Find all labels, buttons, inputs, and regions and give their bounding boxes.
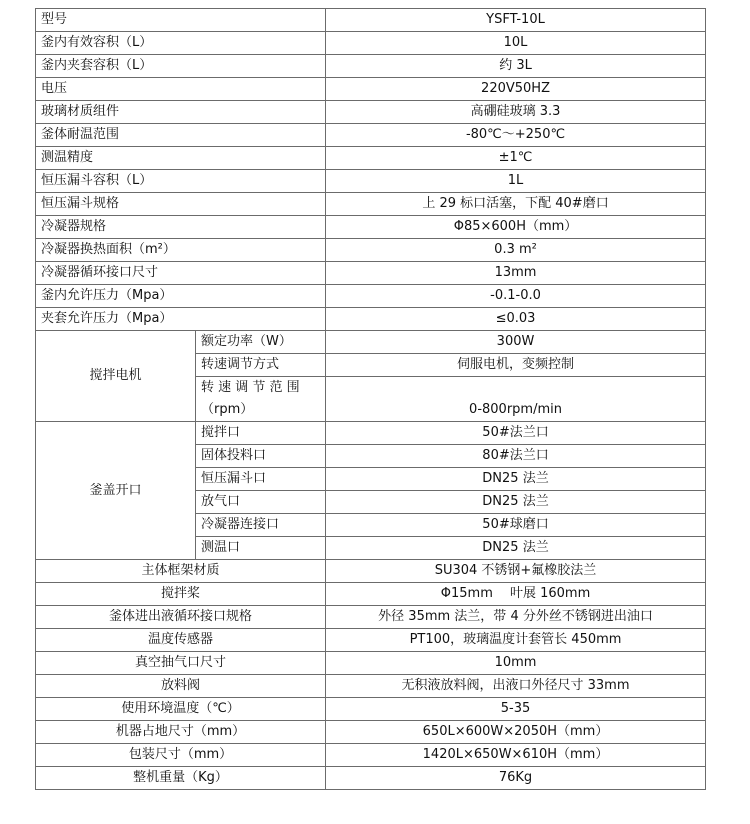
row-value: 13mm — [326, 262, 706, 285]
group-label-motor: 搅拌电机 — [36, 331, 196, 422]
row-label: 型号 — [36, 9, 326, 32]
row-label: 玻璃材质组件 — [36, 101, 326, 124]
sub-label: 固体投料口 — [196, 445, 326, 468]
row-value: DN25 法兰 — [326, 537, 706, 560]
row-label: 夹套允许压力（Mpa） — [36, 308, 326, 331]
table-row — [36, 147, 706, 170]
table-row — [36, 170, 706, 193]
table-row — [36, 101, 706, 124]
row-value: 5-35 — [326, 698, 706, 721]
row-value: Φ15mm 叶展 160mm — [326, 583, 706, 606]
table-row — [36, 216, 706, 239]
table-row — [36, 767, 706, 790]
row-value: 0.3 m² — [326, 239, 706, 262]
sub-label: 额定功率（W） — [196, 331, 326, 354]
row-value: SU304 不锈钢+氟橡胶法兰 — [326, 560, 706, 583]
row-value: 10L — [326, 32, 706, 55]
row-value: YSFT-10L — [326, 9, 706, 32]
sub-label: 搅拌口 — [196, 422, 326, 445]
row-value: 220V50HZ — [326, 78, 706, 101]
table-row — [36, 32, 706, 55]
row-value: 约 3L — [326, 55, 706, 78]
row-value: ≤0.03 — [326, 308, 706, 331]
table-row — [36, 193, 706, 216]
table-row — [36, 55, 706, 78]
table-row — [36, 78, 706, 101]
sub-label: 测温口 — [196, 537, 326, 560]
row-value: 80#法兰口 — [326, 445, 706, 468]
table-row — [36, 422, 706, 445]
table-row — [36, 124, 706, 147]
row-value: PT100，玻璃温度计套管长 450mm — [326, 629, 706, 652]
table-row — [36, 721, 706, 744]
table-row — [36, 331, 706, 354]
row-label: 放料阀 — [36, 675, 326, 698]
row-label: 釜体进出液循环接口规格 — [36, 606, 326, 629]
row-label: 主体框架材质 — [36, 560, 326, 583]
table-row — [36, 262, 706, 285]
sub-label: 恒压漏斗口 — [196, 468, 326, 491]
row-label: 搅拌桨 — [36, 583, 326, 606]
row-label: 电压 — [36, 78, 326, 101]
table-row — [36, 606, 706, 629]
row-value: 300W — [326, 331, 706, 354]
row-value: 上 29 标口活塞，下配 40#磨口 — [326, 193, 706, 216]
table-row — [36, 652, 706, 675]
row-value: Φ85×600H（mm） — [326, 216, 706, 239]
row-label: 釜内夹套容积（L） — [36, 55, 326, 78]
sub-label-line2: （rpm） — [201, 402, 254, 417]
table-row — [36, 744, 706, 767]
table-row — [36, 9, 706, 32]
row-value: 外径 35mm 法兰，带 4 分外丝不锈钢进出油口 — [326, 606, 706, 629]
row-value: 伺服电机，变频控制 — [326, 354, 706, 377]
row-label: 釜体耐温范围 — [36, 124, 326, 147]
row-value: -80℃～+250℃ — [326, 124, 706, 147]
row-label: 整机重量（Kg） — [36, 767, 326, 790]
row-label: 测温精度 — [36, 147, 326, 170]
table-row — [36, 698, 706, 721]
row-value: 高硼硅玻璃 3.3 — [326, 101, 706, 124]
row-label: 温度传感器 — [36, 629, 326, 652]
row-value: 0-800rpm/min — [326, 377, 706, 422]
table-row — [36, 675, 706, 698]
sub-label: 放气口 — [196, 491, 326, 514]
table-row — [36, 285, 706, 308]
row-value: 650L×600W×2050H（mm） — [326, 721, 706, 744]
row-value: -0.1-0.0 — [326, 285, 706, 308]
sub-label — [196, 377, 326, 422]
row-value: 1L — [326, 170, 706, 193]
row-value: 76Kg — [326, 767, 706, 790]
row-value: 10mm — [326, 652, 706, 675]
row-label: 冷凝器换热面积（m²） — [36, 239, 326, 262]
row-value: 无积液放料阀，出液口外径尺寸 33mm — [326, 675, 706, 698]
group-label-lid: 釜盖开口 — [36, 422, 196, 560]
row-label: 包装尺寸（mm） — [36, 744, 326, 767]
table-row — [36, 629, 706, 652]
row-label: 冷凝器循环接口尺寸 — [36, 262, 326, 285]
row-label: 使用环境温度（℃） — [36, 698, 326, 721]
sub-label: 转速调节方式 — [196, 354, 326, 377]
row-value: DN25 法兰 — [326, 468, 706, 491]
table-row — [36, 239, 706, 262]
sub-label-line1: 转 速 调 节 范 围 — [201, 380, 300, 395]
row-label: 恒压漏斗容积（L） — [36, 170, 326, 193]
spec-table — [35, 8, 706, 790]
row-value: 50#球磨口 — [326, 514, 706, 537]
row-label: 机器占地尺寸（mm） — [36, 721, 326, 744]
row-label: 冷凝器规格 — [36, 216, 326, 239]
table-row — [36, 583, 706, 606]
row-label: 真空抽气口尺寸 — [36, 652, 326, 675]
row-value: ±1℃ — [326, 147, 706, 170]
row-label: 恒压漏斗规格 — [36, 193, 326, 216]
row-label: 釜内有效容积（L） — [36, 32, 326, 55]
row-value: 50#法兰口 — [326, 422, 706, 445]
table-row — [36, 308, 706, 331]
row-value: 1420L×650W×610H（mm） — [326, 744, 706, 767]
row-value: DN25 法兰 — [326, 491, 706, 514]
sub-label: 冷凝器连接口 — [196, 514, 326, 537]
row-label: 釜内允许压力（Mpa） — [36, 285, 326, 308]
table-row — [36, 560, 706, 583]
